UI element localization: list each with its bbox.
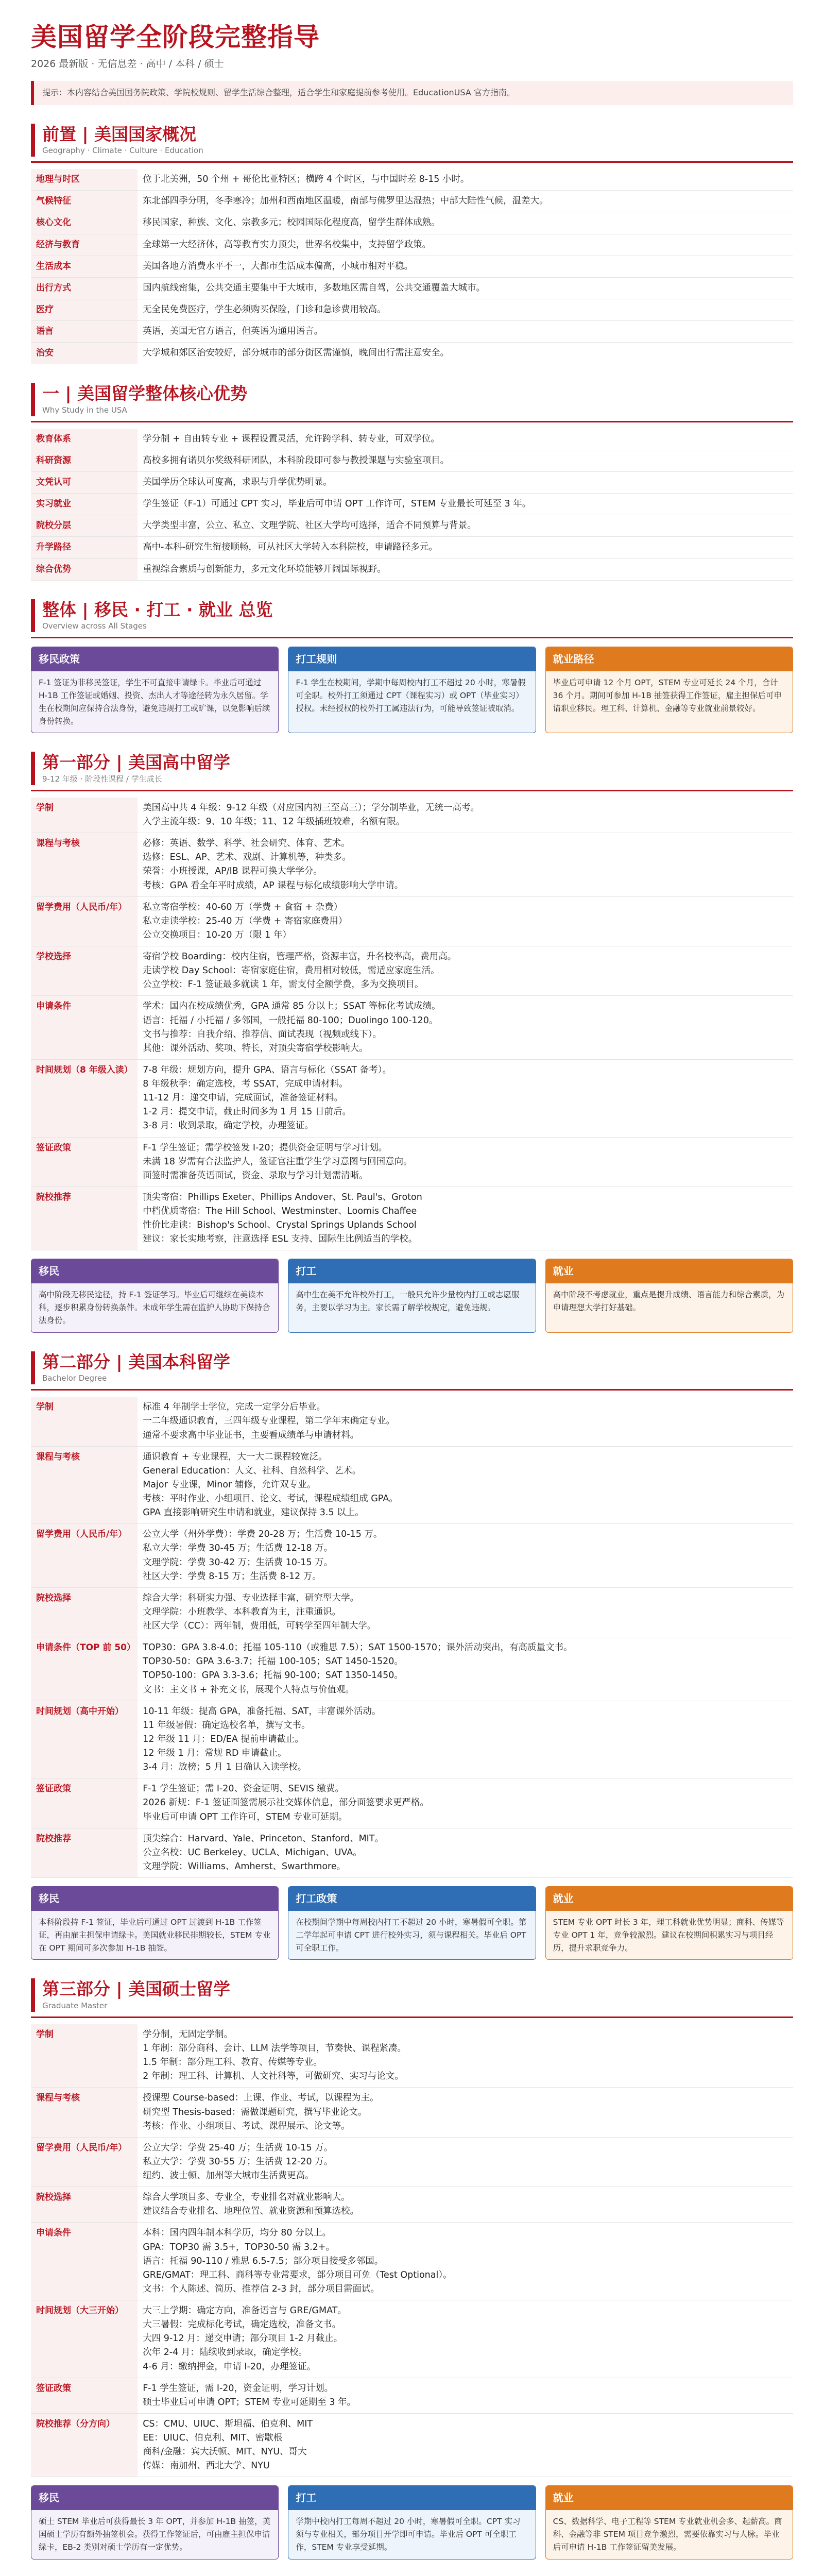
table-row [31,2378,793,2413]
row-line: 未满 18 岁需有合法监护人，签证官注重学生学习意图与回国意向。 [143,1156,413,1167]
row-line: 必修：英语、数学、科学、社会研究、体育、艺术。 [143,838,350,849]
section-divider [31,1389,793,1391]
row-line: 考核：平时作业、小组项目、论文、考试，课程成绩组成 GPA。 [143,1494,398,1504]
info-card [545,647,793,733]
row-value: 无全民免费医疗，学生必须购买保险，门诊和急诊费用较高。 [138,299,793,320]
row-line: 通识教育 + 专业课程，大一大二课程较宽泛。 [143,1451,328,1462]
table-row [31,494,793,515]
row-value: 学分制 + 自由转专业 + 课程设置灵活，允许跨学科、转专业，可双学位。 [138,429,793,450]
section-title: 第一部分 | 美国高中留学 [42,752,231,773]
row-value [138,1587,793,1637]
row-value [138,2088,793,2137]
section-title: 一 | 美国留学整体核心优势 [42,383,248,404]
row-value: 学生签证（F-1）可通过 CPT 实习，毕业后可申请 OPT 工作许可，STEM 专业最长可延至 3 年。 [138,494,793,515]
row-line: GPA：TOP30 需 3.5+，TOP30-50 需 3.2+。 [143,2242,335,2252]
table-row [31,558,793,580]
row-line: TOP30：GPA 3.8-4.0；托福 105-110（或雅思 7.5）；SAT 1500-1570；课外活动突出，有高质量文书。 [143,1642,573,1653]
row-line: 建议结合专业排名、地理位置、就业资源和预算选校。 [143,2206,359,2217]
row-line: 学术：国内在校成绩优秀，GPA 通常 85 分以上；SSAT 等标化考试成绩。 [143,1001,441,1012]
card-body: F-1 学生在校期间，学期中每周校内打工不超过 20 小时，寒暑假可全职。校外打工须通过 CPT（课程实习）或 OPT（毕业实习）授权。未经授权的校外打工属违法行为，可能导致签证被取消。 [296,678,526,713]
page-subtitle: 2026 最新版 · 无信息差 · 高中 / 本科 / 硕士 [31,58,224,70]
table-row [31,946,793,996]
table-row [31,299,793,320]
row-line: 走读学校 Day School：寄宿家庭住宿，费用相对较低，需适应家庭生活。 [143,965,440,976]
notice-banner: 提示：本内容结合美国国务院政策、学院校规则、留学生活综合整理，适合学生和家庭提前参考使用。EducationUSA 官方指南。 [31,81,793,105]
row-key: 时间规划（高中开始） [31,1701,138,1778]
row-line: 通常不要求高中毕业证书，主要看成绩单与申请材料。 [143,1430,359,1440]
row-line: 私立走读学校：25-40 万（学费 + 寄宿家庭费用） [143,916,348,926]
row-line: 纽约、波士顿、加州等大城市生活费更高。 [143,2171,314,2181]
row-key: 语言 [31,321,138,343]
row-line: 11-12 月：递交申请，完成面试，准备签证材料。 [143,1093,344,1104]
table-row [31,1778,793,1828]
row-line: 公立交换项目：10-20 万（限 1 年） [143,929,291,940]
row-line: 综合大学项目多、专业全，专业排名对就业影响大。 [143,2192,350,2203]
card-title: 移民政策 [31,647,278,671]
row-line: 公立大学：学费 25-40 万；生活费 10-15 万。 [143,2142,333,2153]
row-key: 学制 [31,798,138,833]
row-key: 院校推荐（分方向） [31,2413,138,2477]
row-key: 申请条件 [31,2223,138,2300]
table-row [31,169,793,191]
table-row [31,234,793,256]
table-row [31,1637,793,1701]
card-body: 高中生在美不允许校外打工，一般只允许少量校内打工或志愿服务，主要以学习为主。家长需了解学校规定，避免违规。 [296,1290,520,1313]
row-line: 大四 9-12 月：递交申请；部分项目 1-2 月截止。 [143,2333,343,2344]
section-title: 整体 | 移民 · 打工 · 就业 总览 [42,599,273,620]
row-line: GPA 直接影响研究生申请和就业，建议保持 3.5 以上。 [143,1507,364,1518]
info-card [288,1259,536,1332]
section-heading [31,752,793,785]
row-line: 其他：课外活动、奖项、特长，对顶尖寄宿学校影响大。 [143,1043,368,1054]
row-key: 课程与考核 [31,2088,138,2137]
row-line: 一二年级通识教育，三四年级专业课程，第二学年末确定专业。 [143,1416,396,1427]
row-value [138,1446,793,1524]
card-title: 打工 [288,2486,535,2510]
row-key: 院校选择 [31,1587,138,1637]
row-value [138,2300,793,2378]
section-subtitle: Geography · Climate · Culture · Education [42,145,203,155]
info-card [31,647,279,733]
row-line: 12 年级 1 月：常规 RD 申请截止。 [143,1748,287,1759]
section-subtitle: Overview across All Stages [42,621,147,631]
row-key: 申请条件 [31,996,138,1060]
section-high-school [31,752,793,1332]
row-key: 院校分层 [31,515,138,537]
row-line: Major 专业课，Minor 辅修，允许双专业。 [143,1479,316,1490]
row-line: 文书：主文书 + 补充文书，展现个人特点与价值观。 [143,1684,354,1695]
section-heading [31,1978,793,2012]
row-line: TOP50-100：GPA 3.3-3.6；托福 90-100；SAT 1350-1450。 [143,1670,403,1681]
row-value: 位于北美洲，50 个州 + 哥伦比亚特区；横跨 4 个时区，与中国时差 8-15 小时。 [138,169,793,191]
row-value [138,1397,793,1446]
row-line: 文理学院：学费 30-42 万；生活费 10-15 万。 [143,1557,333,1568]
table-row [31,1701,793,1778]
row-line: 12 年级 11 月：ED/EA 提前申请截止。 [143,1734,304,1744]
row-line: 学分制，无固定学制。 [143,2029,233,2040]
row-line: General Education：人文、社科、自然科学、艺术。 [143,1465,362,1476]
table-row [31,996,793,1060]
section-title: 第三部分 | 美国硕士留学 [42,1979,231,1999]
section-heading [31,599,793,633]
row-key: 实习就业 [31,494,138,515]
row-value: 大学城和郊区治安较好，部分城市的部分街区需谨慎，晚间出行需注意安全。 [138,343,793,364]
row-value [138,1187,793,1250]
row-line: 本科：国内四年制本科学历，均分 80 分以上。 [143,2228,332,2239]
row-line: 中档优质寄宿：The Hill School、Westminster、Loomis Chaffee [143,1206,417,1217]
card-title: 打工规则 [288,647,535,671]
table-row [31,2137,793,2187]
row-line: 毕业后可申请 OPT 工作许可，STEM 专业可延期。 [143,1811,348,1822]
section-heading [31,1351,793,1385]
row-line: 大三上学期：确定方向，准备语言与 GRE/GMAT。 [143,2306,347,2316]
row-key: 留学费用（人民币/年） [31,2137,138,2187]
row-value: 全球第一大经济体，高等教育实力顶尖，世界名校集中，支持留学政策。 [138,234,793,256]
info-table [31,429,793,581]
card-body: 高中阶段不考虑就业，重点是提升成绩、语言能力和综合素质，为申请理想大学打好基础。 [553,1290,785,1313]
row-key: 院校推荐 [31,1187,138,1250]
row-value [138,798,793,833]
info-card [545,1886,793,1960]
card-title: 移民 [31,1887,278,1911]
info-card [288,1886,536,1960]
section-subtitle: Graduate Master [42,2001,108,2010]
table-row [31,1397,793,1446]
row-key: 签证政策 [31,2378,138,2413]
row-line: F-1 学生签证；需学校签发 I-20；提供资金证明与学习计划。 [143,1142,388,1153]
row-key: 课程与考核 [31,833,138,897]
table-row [31,798,793,833]
row-key: 生活成本 [31,256,138,277]
row-line: 语言：托福 / 小托福 / 多邻国，一般托福 80-100；Duolingo 100-120。 [143,1015,438,1026]
card-body: 学期中校内打工每周不超过 20 小时，寒暑假可全职。CPT 实习须与专业相关，部分项目开学即可申请。毕业后 OPT 可全职工作，STEM 专业享受延期。 [296,2517,521,2552]
section-subtitle: Why Study in the USA [42,405,127,415]
row-line: CS：CMU、UIUC、斯坦福、伯克利、MIT [143,2418,313,2429]
row-key: 经济与教育 [31,234,138,256]
table-row [31,1187,793,1250]
row-line: 建议：家长实地考察，注意选择 ESL 支持、国际生比例适当的学校。 [143,1234,418,1245]
row-value: 移民国家，种族、文化、宗教多元；校园国际化程度高，留学生群体成熟。 [138,212,793,234]
row-line: 3-4 月：放榜；5 月 1 日确认入读学校。 [143,1762,307,1773]
info-card [545,1259,793,1332]
card-body: STEM 专业 OPT 时长 3 年，理工科就业优势明显；商科、传媒等专业 OPT 1 年，竞争较激烈。建议在校期间积累实习与项目经历，提升求职竞争力。 [553,1918,784,1953]
section-divider [31,421,793,422]
row-line: 2026 新规：F-1 签证面签需展示社交媒体信息，部分面签要求更严格。 [143,1798,429,1808]
row-line: 顶尖综合：Harvard、Yale、Princeton、Stanford、MIT。 [143,1833,384,1844]
row-value [138,2137,793,2187]
row-key: 升学路径 [31,537,138,558]
row-line: 私立寄宿学校：40-60 万（学费 + 食宿 + 杂费） [143,902,343,912]
table-row [31,212,793,234]
info-card [31,1886,279,1960]
info-table [31,1397,793,1878]
info-cards [31,1259,793,1332]
row-line: 文书：个人陈述、简历、推荐信 2-3 封，部分项目需面试。 [143,2283,380,2294]
content-sections [31,124,793,2576]
card-title: 打工 [288,1259,535,1283]
row-key: 学校选择 [31,946,138,996]
table-row [31,472,793,494]
table-row [31,256,793,277]
row-key: 科研资源 [31,450,138,471]
row-key: 签证政策 [31,1778,138,1828]
info-card [31,1259,279,1332]
row-line: 4-6 月：缴纳押金，申请 I-20，办理签证。 [143,2361,316,2372]
row-line: 性价比走读：Bishop's School、Crystal Springs Uplands School [143,1220,417,1231]
info-card [288,647,536,733]
table-row [31,277,793,299]
row-line: 寄宿学校 Boarding：校内住宿，管理严格，资源丰富，升名校率高，费用高。 [143,952,457,962]
table-row [31,1059,793,1137]
row-line: 1-2 月：提交申请，截止时间多为 1 月 15 日前后。 [143,1107,351,1117]
table-row [31,1524,793,1588]
card-body: CS、数据科学、电子工程等 STEM 专业就业机会多、起薪高。商科、金融等非 STEM 项目竞争激烈，需要依靠实习与人脉。毕业后可申请 H-1B 工作签证留美发展。 [553,2517,782,2552]
row-value: 国内航线密集，公共交通主要集中于大城市，多数地区需自驾，公共交通覆盖大城市。 [138,277,793,299]
row-line: 商科/金融：宾大沃顿、MIT、NYU、哥大 [143,2447,307,2458]
section-bachelor [31,1351,793,1960]
section-subtitle: Bachelor Degree [42,1374,107,1383]
row-value: 美国各地方消费水平不一，大都市生活成本偏高，小城市相对平稳。 [138,256,793,277]
row-line: 荣誉：小班授课，AP/IB 课程可换大学学分。 [143,866,322,877]
row-line: 顶尖寄宿：Phillips Exeter、Phillips Andover、St. Paul's、Groton [143,1192,422,1202]
row-key: 院校选择 [31,2187,138,2223]
table-row [31,1828,793,1877]
table-row [31,1137,793,1187]
row-value: 高中-本科-研究生衔接顺畅，可从社区大学转入本科院校，申请路径多元。 [138,537,793,558]
row-line: 文书与推荐：自我介绍、推荐信、面试表现（视频或线下）。 [143,1029,382,1040]
table-row [31,2187,793,2223]
row-line: 研究型 Thesis-based：需做课题研究，撰写毕业论文。 [143,2107,367,2117]
card-body: F-1 签证为非移民签证，学生不可直接申请绿卡。毕业后可通过 H-1B 工作签证或婚姻、投资、杰出人才等途径转为永久居留。学生在校期间应保持合法身份，避免违规打工或旷课，以免影响后续身份转换。 [39,678,270,726]
row-value [138,2187,793,2223]
row-value [138,1524,793,1588]
section-title: 前置 | 美国国家概况 [42,124,197,144]
row-line: 1.5 年制：部分理工科、教育、传媒等专业。 [143,2057,322,2068]
row-key: 留学费用（人民币/年） [31,896,138,946]
row-line: 考核：作业、小组项目、考试、课程展示、论文等。 [143,2121,350,2131]
row-line: F-1 学生签证；需 I-20、资金证明、SEVIS 缴费。 [143,1784,345,1794]
row-key: 治安 [31,343,138,364]
card-body: 在校期间学期中每周校内打工不超过 20 小时，寒暑假可全职。第二学年起可申请 CPT 进行校外实习，须与课程相关。毕业后 OPT 可全职工作。 [296,1918,527,1953]
row-line: 综合大学：科研实力强、专业选择丰富，研究型大学。 [143,1592,359,1603]
row-line: 1 年制：部分商科、会计、LLM 法学等项目，节奏快、课程紧凑。 [143,2043,407,2054]
info-cards [31,1886,793,1960]
info-cards [31,2485,793,2559]
card-body: 毕业后可申请 12 个月 OPT，STEM 专业可延长 24 个月，合计 36 个月。期间可参加 H-1B 抽签获得工作签证，雇主担保后可申请职业移民。理工科、计算机、金融等专业就业前景较好。 [553,678,782,713]
table-row [31,191,793,212]
section-subtitle: 9-12 年级 · 阶段性课程 / 学生成长 [42,774,162,784]
row-value [138,1137,793,1187]
section-title: 第二部分 | 美国本科留学 [42,1351,231,1372]
row-line: 美国高中共 4 年级：9-12 年级（对应国内初三至高三）；学分制毕业，无统一高考。 [143,802,479,813]
row-key: 文凭认可 [31,472,138,494]
row-key: 时间规划（大三开始） [31,2300,138,2378]
row-line: 传媒：南加州、西北大学、NYU [143,2461,270,2471]
row-line: 社区大学：学费 8-15 万；生活费 8-12 万。 [143,1571,321,1582]
row-value [138,2413,793,2477]
section-cards-overview [31,599,793,734]
card-title: 打工政策 [288,1887,535,1911]
row-line: 社区大学（CC）：两年制，费用低，可转学至四年制大学。 [143,1621,376,1632]
row-value: 美国学历全球认可度高，求职与升学优势明显。 [138,472,793,494]
row-key: 核心文化 [31,212,138,234]
row-key: 留学费用（人民币/年） [31,1524,138,1588]
table-row [31,896,793,946]
row-value: 大学类型丰富，公立、私立、文理学院、社区大学均可选择，适合不同预算与背景。 [138,515,793,537]
row-key: 气候特征 [31,191,138,212]
card-title: 就业路径 [546,647,793,671]
row-line: 公立学校：F-1 签证最多就读 1 年，需支付全额学费，多为交换项目。 [143,979,424,990]
table-row [31,2223,793,2300]
row-line: GRE/GMAT：理工科、商科等专业常要求，部分项目可免（Test Optional）。 [143,2269,452,2280]
row-key: 出行方式 [31,277,138,299]
section-divider [31,161,793,163]
table-row [31,833,793,897]
card-title: 移民 [31,1259,278,1283]
row-value [138,1701,793,1778]
row-key: 学制 [31,1397,138,1446]
row-key: 综合优势 [31,558,138,580]
row-value [138,2024,793,2088]
row-line: 私立大学：学费 30-45 万；生活费 12-18 万。 [143,1543,333,1554]
row-value: 东北部四季分明，冬季寒冷；加州和西南地区温暖，南部与佛罗里达湿热；中部大陆性气候，温差大。 [138,191,793,212]
table-row [31,2024,793,2088]
row-line: 11 年级暑假：确定选校名单，撰写文书。 [143,1720,311,1731]
row-line: 标准 4 年制学士学位，完成一定学分后毕业。 [143,1402,325,1413]
row-key: 医疗 [31,299,138,320]
row-value [138,833,793,897]
row-line: 硕士毕业后可申请 OPT；STEM 专业可延期至 3 年。 [143,2397,356,2408]
page-title: 美国留学全阶段完整指导 [31,22,320,52]
row-value: 高校多拥有诺贝尔奖级科研团队，本科阶段即可参与教授课题与实验室项目。 [138,450,793,471]
card-body: 硕士 STEM 毕业后可获得最长 3 年 OPT，并参加 H-1B 抽签，美国硕士学历有额外抽签机会。获得工作签证后，可由雇主担保申请绿卡，EB-2 类别对硕士学历有一定优势。 [39,2517,271,2552]
row-line: EE：UIUC、伯克利、MIT、密歇根 [143,2433,283,2444]
row-key: 教育体系 [31,429,138,450]
row-value: 英语，美国无官方语言，但英语为通用语言。 [138,321,793,343]
row-line: 10-11 年级：提高 GPA，准备托福、SAT，丰富课外活动。 [143,1706,381,1717]
info-card [545,2485,793,2559]
row-line: 文理学院：Williams、Amherst、Swarthmore。 [143,1861,346,1872]
row-line: 大三暑假：完成标化考试，确定选校，准备文书。 [143,2319,341,2330]
row-value [138,2378,793,2413]
row-line: 私立大学：学费 30-55 万；生活费 12-20 万。 [143,2156,333,2167]
info-table [31,2024,793,2478]
info-cards [31,647,793,733]
card-body: 本科阶段持 F-1 签证，毕业后可通过 OPT 过渡到 H-1B 工作签证，再由雇主担保申请绿卡。美国就业移民排期较长，STEM 专业在 OPT 期间可多次参加 H-1B 抽签。 [39,1918,271,1953]
section-divider [31,637,793,638]
row-value [138,1828,793,1877]
row-key: 签证政策 [31,1137,138,1187]
row-line: TOP30-50：GPA 3.6-3.7；托福 100-105；SAT 1450-1520。 [143,1656,403,1667]
section-overview [31,124,793,365]
table-row [31,1446,793,1524]
table-row [31,450,793,471]
row-line: 入学主流年级：9、10 年级；11、12 年级插班较难，名额有限。 [143,817,405,827]
row-key: 课程与考核 [31,1446,138,1524]
row-line: 8 年级秋季：确定选校，考 SSAT，完成申请材料。 [143,1079,348,1090]
row-value [138,1059,793,1137]
row-value [138,1778,793,1828]
row-line: 3-8 月：收到录取，确定学校，办理签证。 [143,1121,314,1131]
table-row [31,2413,793,2477]
table-row [31,2300,793,2378]
table-row [31,515,793,537]
section-heading [31,124,793,157]
row-line: 2 年制：理工科、计算机、人文社科等，可做研究、实习与论文。 [143,2071,404,2082]
row-key: 学制 [31,2024,138,2088]
row-key: 时间规划（8 年级入读） [31,1059,138,1137]
row-value [138,896,793,946]
section-master [31,1978,793,2559]
row-line: 授课型 Course-based：上课、作业、考试，以课程为主。 [143,2093,379,2104]
table-row [31,321,793,343]
row-line: 语言：托福 90-110 / 雅思 6.5-7.5；部分项目接受多邻国。 [143,2256,384,2266]
row-value [138,946,793,996]
table-row [31,343,793,364]
section-why [31,383,793,580]
row-line: F-1 学生签证，需 I-20，资金证明，学习计划。 [143,2383,334,2394]
row-line: 公立名校：UC Berkeley、UCLA、Michigan、UVA。 [143,1847,362,1858]
row-key: 院校推荐 [31,1828,138,1877]
section-heading [31,383,793,416]
row-value [138,996,793,1060]
card-title: 就业 [546,1887,793,1911]
table-row [31,1587,793,1637]
row-line: 考核：GPA 看全年平时成绩，AP 课程与标化成绩影响大学申请。 [143,880,404,891]
row-line: 选修：ESL、AP、艺术、戏剧、计算机等，种类多。 [143,852,351,863]
section-divider [31,790,793,791]
table-row [31,2088,793,2137]
table-row [31,429,793,450]
row-line: 公立大学（州外学费）：学费 20-28 万；生活费 10-15 万。 [143,1529,383,1540]
info-card [31,2485,279,2559]
row-line: 面签时需准备英语面试，资金、录取与学习计划需清晰。 [143,1170,368,1181]
info-card [288,2485,536,2559]
row-line: 文理学院：小班教学、本科教育为主，注重通识。 [143,1606,341,1617]
card-title: 就业 [546,1259,793,1283]
row-value: 重视综合素质与创新能力，多元文化环境能够开阔国际视野。 [138,558,793,580]
info-table [31,169,793,364]
table-row [31,537,793,558]
row-key: 申请条件（TOP 前 50） [31,1637,138,1701]
card-title: 就业 [546,2486,793,2510]
row-line: 7-8 年级：规划方向，提升 GPA、语言与标化（SSAT 备考）。 [143,1064,392,1075]
row-value [138,2223,793,2300]
row-key: 地理与时区 [31,169,138,191]
card-title: 移民 [31,2486,278,2510]
section-divider [31,2016,793,2018]
card-body: 高中阶段无移民途径，持 F-1 签证学习。毕业后可继续在美读本科，逐步积累身份转换条件。未成年学生需在监护人协助下保持合法身份。 [39,1290,270,1326]
info-table [31,798,793,1251]
row-line: 次年 2-4 月：陆续收到录取，确定学校。 [143,2347,307,2358]
row-value [138,1637,793,1701]
